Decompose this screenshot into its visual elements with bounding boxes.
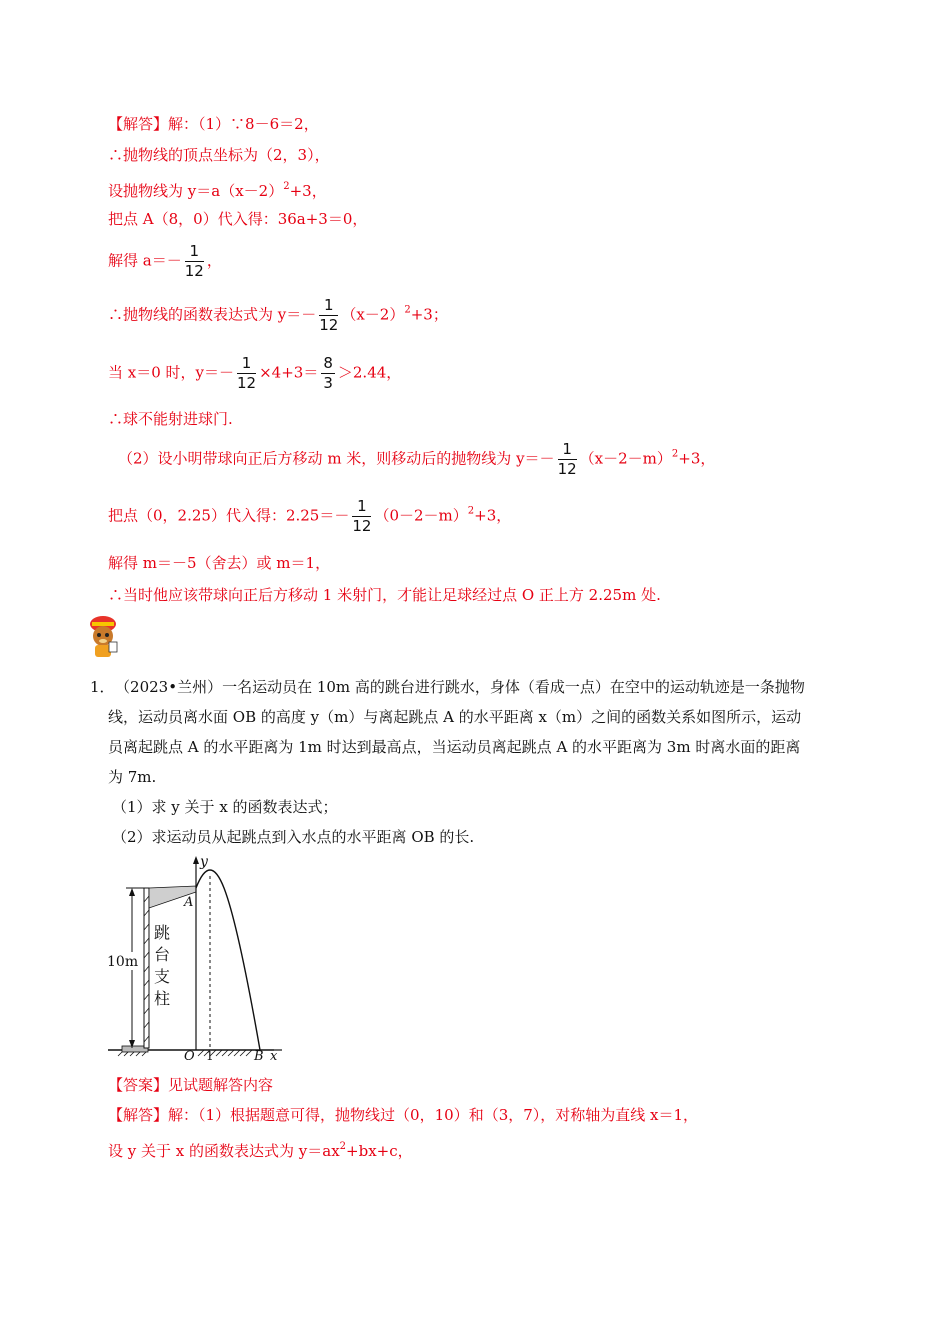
question-1: （1）求 y 关于 x 的函数表达式； xyxy=(112,798,338,816)
parabola xyxy=(196,870,260,1050)
svg-text:A: A xyxy=(184,895,194,910)
problem-line-3: 员离起跳点 A 的水平距离为 1m 时达到最高点，当运动员离起跳点 A 的水平距离为 3m 时离水面的距离 xyxy=(108,738,801,756)
solution-tag: 【解答】 xyxy=(108,115,169,133)
solution-line-10: 把点（0，2.25）代入得：2.25＝－ $\frac{1}{12}$ $(0-2-m)^2+3$， xyxy=(108,497,512,535)
solution2-line-2: 设 y 关于 x 的函数表达式为 $y=ax^2+bx+c$， xyxy=(108,1141,413,1160)
mascot-icon xyxy=(86,614,120,660)
solution-line-7: 当 x＝0 时，y＝－ $\frac{1}{12}$ ×4+3＝ $\frac{8}{3}$ ＞2.44， xyxy=(108,354,402,392)
answer-tag: 【答案】 xyxy=(108,1076,169,1094)
solution-line-4: 把点 A（8，0）代入得：36a+3＝0， xyxy=(108,210,368,228)
pillar xyxy=(144,888,149,1048)
solution-line-1: 【解答】解：（1）∵8－6＝2， xyxy=(108,115,319,133)
diving-figure xyxy=(104,852,294,1062)
solution-line-11: 解得 m＝－5（舍去）或 m＝1， xyxy=(108,554,331,572)
problem-line-2: 线，运动员离水面 OB 的高度 y（m）与离起跳点 A 的水平距离 x（m）之间的函数关系如图所示，运动 xyxy=(108,708,802,726)
solution-line-12: ∴当时他应该带球向正后方移动 1 米射门，才能让足球经过点 O 正上方 2.25m 处. xyxy=(108,586,661,604)
svg-text:O: O xyxy=(184,1049,195,1062)
solution-line-5: 解得 a＝－ $\frac{1}{12}$ ， xyxy=(108,242,222,280)
problem-line-4: 为 7m. xyxy=(108,768,157,786)
answer-line: 【答案】见试题解答内容 xyxy=(108,1076,274,1094)
fraction: $\frac{1}{12}$ xyxy=(237,354,257,392)
fraction: $\frac{1}{12}$ xyxy=(319,296,339,334)
problem-number: 1． xyxy=(90,678,115,696)
solution-line-2: ∴抛物线的顶点坐标为（2，3）， xyxy=(108,146,330,164)
solution-tag: 【解答】 xyxy=(108,1106,169,1124)
svg-text:台: 台 xyxy=(154,945,171,964)
svg-text:柱: 柱 xyxy=(154,989,171,1008)
solution-line-8: ∴球不能射进球门. xyxy=(108,410,233,428)
svg-text:B: B xyxy=(254,1049,264,1062)
fraction: $\frac{1}{12}$ xyxy=(352,497,372,535)
solution-line-9: （2）设小明带球向正后方移动 m 米，则移动后的抛物线为 y＝－ $\frac{1}{12}$ $(x-2-m)^2+3$， xyxy=(118,440,716,478)
solution-line-6: ∴抛物线的函数表达式为 y＝－ $\frac{1}{12}$ $(x-2)^2+3$； xyxy=(108,296,448,334)
svg-text:x: x xyxy=(270,1049,278,1062)
height-label: 10m xyxy=(107,954,139,970)
solution-line-3: 设抛物线为 $y=a(x-2)^2+3$， xyxy=(108,181,327,200)
svg-text:1: 1 xyxy=(206,1049,214,1062)
fraction: $\frac{8}{3}$ xyxy=(323,354,333,392)
question-2: （2）求运动员从起跳点到入水点的水平距离 OB 的长. xyxy=(112,828,475,846)
fraction: $\frac{1}{12}$ xyxy=(557,440,577,478)
svg-text:支: 支 xyxy=(154,967,171,986)
svg-text:y: y xyxy=(200,854,208,870)
svg-text:跳: 跳 xyxy=(154,923,171,942)
solution2-line-1: 【解答】解：（1）根据题意可得，抛物线过（0，10）和（3，7），对称轴为直线 x＝1， xyxy=(108,1106,699,1124)
fraction: $\frac{1}{12}$ xyxy=(184,242,204,280)
problem-line-1: 1． （2023•兰州）一名运动员在 10m 高的跳台进行跳水，身体（看成一点）在空中的运动轨迹是一条抛物 xyxy=(90,678,805,696)
